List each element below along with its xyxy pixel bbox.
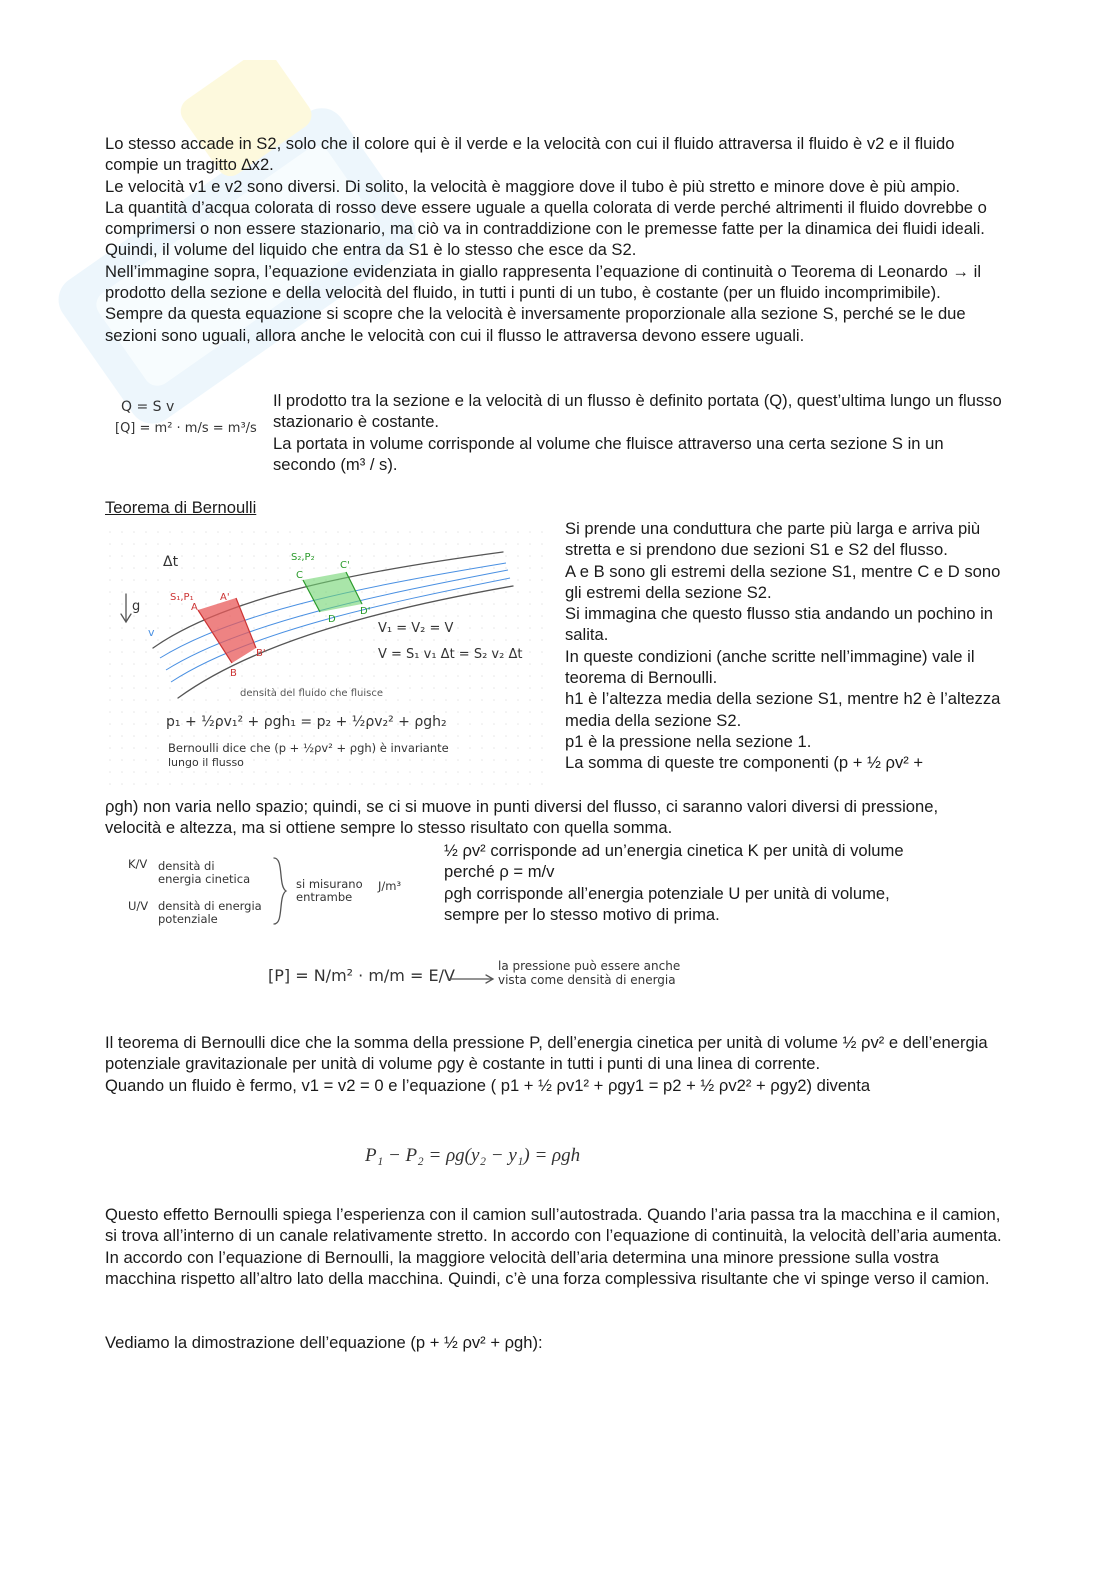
energy-sketch — [128, 856, 428, 926]
bernoulli-note: Bernoulli dice che (p + ½ρv² + ρgh) è invariante — [168, 741, 449, 755]
k-fraction: K/V — [128, 857, 148, 871]
pressure-note-2: vista come densità di energia — [498, 973, 676, 987]
paragraph: Le velocità v1 e v2 sono diversi. Di solito, la velocità è maggiore dove il tubo è più stretto e minore dove è più ampio. — [105, 176, 961, 196]
paragraph: Si prende una conduttura che parte più larga e arriva più stretta e si prendono due sezioni S1 e S2 del flusso. — [565, 519, 981, 560]
paragraph: La somma di queste tre componenti (p + ½ ρv² + — [565, 753, 924, 773]
hydrostatic-formula: P₁ − P₂ = ρg(y₂ − y₁) = ρgh — [365, 1145, 581, 1166]
paragraph: Quando un fluido è fermo, v1 = v2 = 0 e l’equazione ( p1 + ½ ρv1² + ρgy1 = p2 + ½ ρv2² + ρgy2) diventa — [105, 1075, 871, 1095]
paragraph: A e B sono gli estremi della sezione S1, mentre C e D sono gli estremi della sezione S2. — [565, 561, 1001, 602]
label-b-prime: B' — [256, 648, 266, 659]
energy-text — [444, 840, 1004, 925]
demonstration-intro: Vediamo la dimostrazione dell’equazione (p + ½ ρv² + ρgh): — [105, 1333, 543, 1352]
paragraph: p1 è la pressione nella sezione 1. — [565, 731, 812, 751]
bernoulli-example: Questo effetto Bernoulli spiega l’esperienza con il camion sull’autostrada. Quando l’aria passa tra la macchina e il camion, si trova all’interno di un canale relativamente stretto. In accordo con l’equazione di continuità, la velocità dell’aria aumenta. In accordo con l’equazione di Bernoulli, la maggiore velocità dell’aria determina una minore pressione sulla vostra macchina rispetto all’altro lato della macchina. Quindi, c’è una forza complessiva risultante che vi spinge verso il camion. — [105, 1205, 1002, 1288]
eq-bernoulli: p₁ + ½ρv₁² + ρgh₁ = p₂ + ½ρv₂² + ρgh₂ — [166, 714, 447, 730]
paragraph: Il prodotto tra la sezione e la velocità di un flusso è definito portata (Q), quest’ultima lungo un flusso stazionario è costante. — [273, 391, 1002, 432]
paragraph: Lo stesso accade in S2, solo che il colore qui è il verde e la velocità con cui il fluido attraversa il fluido è v2 e il fluido compie un tragitto ∆x2. — [105, 134, 955, 175]
label-g: g — [132, 599, 141, 614]
paragraph: ρgh corrisponde all’energia potenziale U per unità di volume, — [444, 883, 890, 903]
section-heading: Teorema di Bernoulli — [105, 498, 257, 517]
sum-continuation: ρgh) non varia nello spazio; quindi, se ci si muove in punti diversi del flusso, ci saranno valori diversi di pressione, velocità e altezza, ma si ottiene sempre lo stesso risultato con quella somma. — [105, 797, 939, 838]
u-density-text: densità di energia potenziale — [158, 899, 262, 926]
u-fraction: U/V — [128, 899, 149, 913]
paragraph: Si immagina che questo flusso stia andando un pochino in salita. — [565, 604, 994, 645]
label-b: B — [230, 668, 237, 679]
bernoulli-note-2: lungo il flusso — [168, 756, 244, 769]
bernoulli-description — [565, 518, 1007, 774]
pressure-note: la pressione può essere anche — [498, 959, 681, 973]
paragraph: In queste condizioni (anche scritte nell’immagine) vale il teorema di Bernoulli. — [565, 646, 975, 688]
pressure-formula: [P] = N/m² · m/m = E/V — [268, 966, 455, 985]
density-note: densità del fluido che fluisce — [240, 688, 384, 699]
pressure-unit-sketch — [268, 955, 718, 999]
portata-sketch — [115, 396, 265, 460]
label-a-prime: A' — [220, 592, 230, 603]
label-velocity: v — [148, 626, 155, 639]
label-s2: S₂,P₂ — [291, 552, 315, 563]
eq-volume: V = S₁ v₁ Δt = S₂ v₂ Δt — [378, 647, 523, 662]
eq-volumes-equal: V₁ = V₂ = V — [378, 621, 454, 636]
bernoulli-summary — [105, 1032, 1005, 1096]
label-d: D — [328, 614, 336, 625]
label-d-prime: D' — [360, 606, 371, 617]
bernoulli-figure — [108, 530, 553, 785]
paragraph: Nell’immagine sopra, l’equazione evidenziata in giallo rappresenta l’equazione di continuità o Teorema di Leonardo → il prodotto della sezione e della velocità del fluido, in tutti i punti di un tubo, è costante (per un fluido incomprimibile). — [105, 261, 982, 303]
paragraph: perché ρ = m/v — [444, 862, 555, 882]
energy-unit: J/m³ — [378, 879, 402, 893]
portata-units: [Q] = m² · m/s = m³/s — [115, 421, 257, 436]
paragraph: La portata in volume corrisponde al volume che fluisce attraverso una certa sezione S in un secondo (m³ / s). — [273, 433, 944, 474]
brace — [270, 856, 290, 926]
label-a: A — [191, 602, 198, 613]
label-s1: S₁,P₁ — [170, 592, 194, 603]
portata-text — [273, 390, 1008, 475]
paragraph: h1 è l’altezza media della sezione S1, mentre h2 è l’altezza media della sezione S2. — [565, 689, 1001, 730]
label-c-prime: C' — [340, 560, 350, 571]
paragraph: ½ ρv² corrisponde ad un’energia cinetica K per unità di volume — [444, 841, 904, 860]
paragraph: sempre per lo stesso motivo di prima. — [444, 904, 720, 924]
paragraph: La quantità d’acqua colorata di rosso deve essere uguale a quella colorata di verde perché altrimenti il fluido dovrebbe o comprimersi o non essere stazionario, ma ciò va in contraddizione con le premesse fatte per la dinamica dei fluidi ideali. Quindi, il volume del liquido che entra da S1 è lo stesso che esce da S2. — [105, 197, 987, 260]
brace-text: si misurano entrambe — [296, 877, 363, 904]
label-c: C — [296, 570, 303, 581]
portata-formula: Q = S v — [121, 399, 175, 415]
arrow-icon — [446, 973, 498, 985]
paragraph: Il teorema di Bernoulli dice che la somma della pressione P, dell’energia cinetica per unità di volume ½ ρv² e dell’energia potenziale gravitazionale per unità di volume ρgy è costante in tutti i punti di una linea di corrente. — [105, 1033, 988, 1074]
intro-text — [105, 133, 1005, 346]
k-density-text: densità di energia cinetica — [158, 859, 251, 886]
label-dt: Δt — [163, 554, 179, 570]
paragraph: Sempre da questa equazione si scopre che la velocità è inversamente proporzionale alla sezione S, perché se le due sezioni sono uguali, allora anche le velocità con cui il flusso le attraversa devono essere uguali. — [105, 304, 966, 345]
